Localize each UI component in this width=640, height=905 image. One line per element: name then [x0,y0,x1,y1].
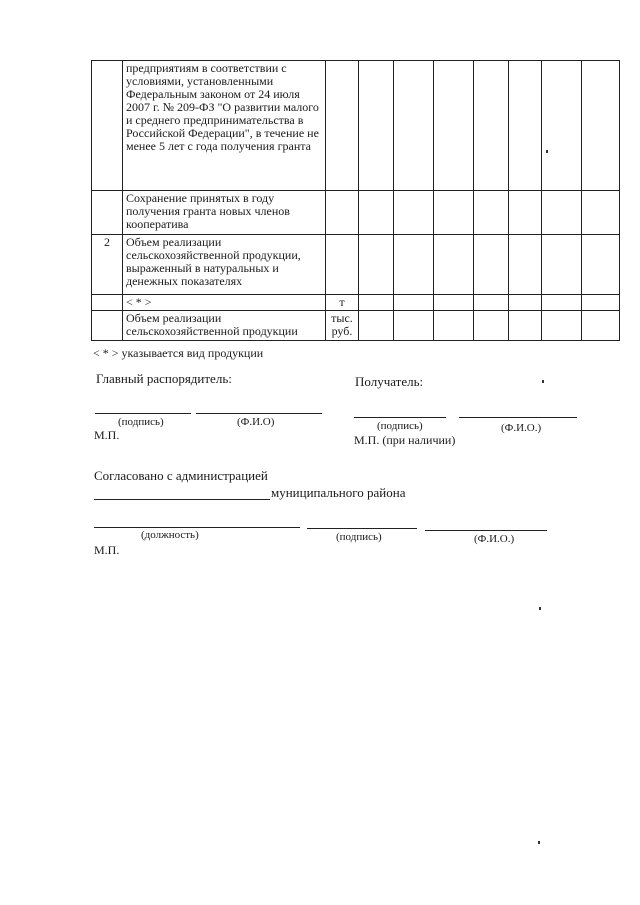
table-row [92,235,620,295]
row-number [92,191,123,235]
stamp-label: М.П. (при наличии) [354,433,456,447]
sign-line [307,528,417,529]
scan-speck [542,380,544,383]
row-text: Сохранение принятых в году получения гранта новых членов кооператива [123,191,326,235]
row-unit: тыс. руб. [326,311,359,341]
sign-line [354,417,446,418]
scan-speck [539,607,541,610]
row-text: Объем реализации сельскохозяйственной продукции, выраженный в натуральных и денежных показателях [123,235,326,295]
position-line [94,527,300,528]
row-number: 2 [92,235,123,295]
fio-caption: (Ф.И.О.) [501,422,542,434]
fio-caption: (Ф.И.О.) [474,533,515,545]
table-row [92,311,620,341]
fio-line [459,417,577,418]
row-text: предприятиям в соответствии с условиями, установленными Федеральным законом от 24 июля 2007 г. № 209-ФЗ "О развитии малого и среднего предпринимательства в Российской Федерации", в течение не менее 5 лет с года получения гранта [123,61,326,191]
table-row [92,191,620,235]
table-row [92,295,620,311]
position-caption: (должность) [141,529,199,541]
row-unit [326,61,359,191]
row-number [92,295,123,311]
row-unit [326,191,359,235]
sign-caption: (подпись) [377,420,423,432]
row-number [92,311,123,341]
row-text: Объем реализации сельскохозяйственной продукции [123,311,326,341]
row-unit [326,235,359,295]
row-number [92,61,123,191]
agreement-title: Согласовано с администрацией [94,468,268,483]
sign-line [95,413,191,414]
sign-caption: (подпись) [118,416,164,428]
footnote: < * > указывается вид продукции [93,346,264,360]
fio-caption: (Ф.И.О) [237,416,275,428]
sign-caption: (подпись) [336,531,382,543]
row-unit: т [326,295,359,311]
scan-speck [538,841,540,844]
fio-line [196,413,322,414]
row-text: < * > [123,295,326,311]
recipient-title: Получатель: [355,374,424,389]
administration-line [94,499,270,500]
table-row [92,61,620,191]
indicators-table [91,60,620,341]
district-label: муниципального района [271,485,406,500]
main-administrator-title: Главный распорядитель: [96,371,232,386]
stamp-label: М.П. [94,543,120,557]
scan-speck [546,150,548,153]
fio-line [425,530,547,531]
stamp-label: М.П. [94,428,120,442]
